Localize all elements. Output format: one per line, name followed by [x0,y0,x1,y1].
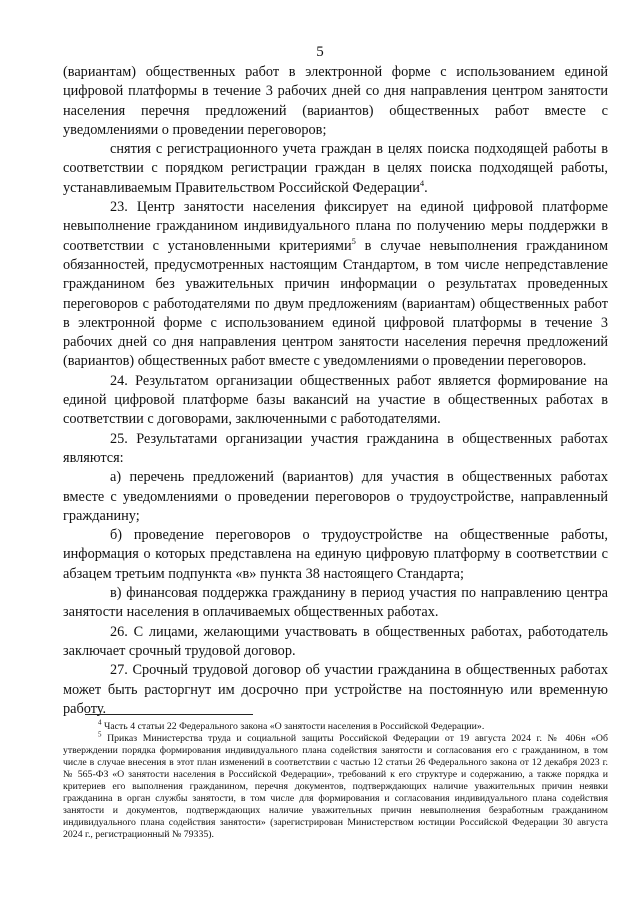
paragraph: б) проведение переговоров о трудоустройстве на общественные работы, информация о которых представлена на единую цифровую платформу в соответствии с абзацем третьим подпункта «в» пункта 38 настоящего Стандарта; [63,527,608,582]
paragraph: в) финансовая поддержка гражданину в период участия по направлению центра занятости населения в оплачиваемых общественных работах. [63,585,608,621]
footnote: $^5$ Приказ Министерства труда и социальной защиты Российской Федерации от 19 августа 2024 г. № 406н «Об утверждении порядка формирования индивидуального плана содействия занятости и согласования его с гражданином, в том числе в случае внесения в этот план изменений в соответствии с частью 12 статьи 26 Федерального закона от 12 декабря 2023 г. № 565-ФЗ «О занятости населения в Российской Федерации», требований к его структуре и содержанию, а также порядка и критериев его выполнения гражданином, перечня документов, подтверждающих наличие уважительных причин неявки гражданина в орган службы занятости, в том числе для формирования и согласования индивидуального плана содействия занятости и документов, подтверждающих наличие уважительных причин невыполнения безработным гражданином индивидуального плана содействия занятости» (зарегистрирован Министерством юстиции Российской Федерации 30 августа 2024 г., регистрационный № 79335). [63,730,608,840]
paragraph: 24. Результатом организации общественных работ является формирование на единой цифровой платформе базы вакансий на участие в общественных работах в соответствии с договорами, заключенными с работодателями. [63,372,608,428]
paragraph: 25. Результатами организации участия гражданина в общественных работах являются: [63,430,608,466]
paragraph: 26. С лицами, желающими участвовать в общественных работах, работодатель заключает срочный трудовой договор. [63,623,608,659]
footnote: $^4$ Часть 4 статьи 22 Федерального закона «О занятости населения в Российской Федерации». [98,718,485,732]
footnote-ref[interactable]: 4 [419,178,425,189]
footnote-ref[interactable]: 5 [351,235,356,246]
paragraph: 27. Срочный трудовой договор об участии гражданина в общественных работах может быть расторгнут им досрочно при устройстве на постоянную или временную работу. [63,662,608,717]
footnotes [63,718,608,841]
paragraph: (вариантам) общественных работ в электронной форме с использованием единой цифровой платформы в течение 3 рабочих дней со дня направления центром занятости населения перечня предложений (вариантов) общественных работ вместе с уведомлениями о проведении переговоров; [63,64,608,138]
paragraph: а) перечень предложений (вариантов) для участия в общественных работах вместе с уведомлениями о проведении переговоров о трудоустройстве, направленный гражданину; [63,469,608,524]
document-body [63,63,608,719]
footnote-divider [85,714,253,715]
paragraph: снятия с регистрационного учета граждан в целях поиска подходящей работы в соответствии с порядком регистрации граждан в целях поиска подходящей работы, устанавливаемым Правительством Российской Федерации$^4$. [63,141,608,196]
paragraph: 23. Центр занятости населения фиксирует на единой цифровой платформе невыполнение гражданином индивидуального плана по получению меры поддержки в соответствии с установленными критериями$^5$ в случае невыполнения гражданином обязанностей, предусмотренных настоящим Стандартом, в том числе непредставление гражданином без уважительных причин информации о результатах проведенных переговоров с работодателями по двум предложениям (вариантам) общественных работ в электронной форме с использованием единой цифровой платформы в течение 3 рабочих дней со дня направления центром занятости населения перечня предложений (вариантов) общественных работ вместе с уведомлениями о проведении переговоров. [63,199,608,370]
page-number: 5 [316,44,324,60]
